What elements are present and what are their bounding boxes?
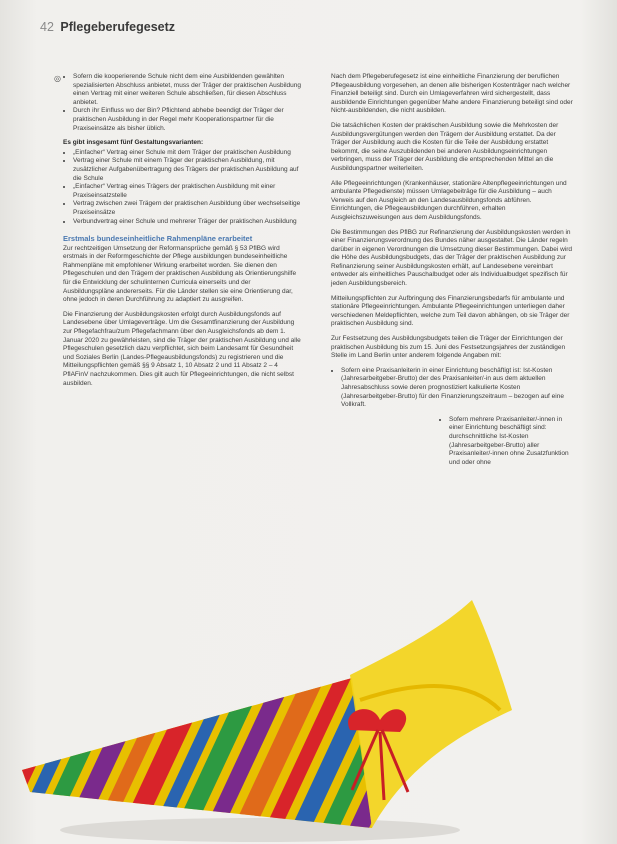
bullet-marker-icon: ◎: [54, 74, 61, 83]
paragraph: Zur Festsetzung des Ausbildungsbudgets teilen die Träger der Einrichtungen der praktischen Ausbildung bis zum 15. Juni des Festsetzungsjahres der zuständigen Stelle im Land Berlin unter anderem folgende Angaben mit:: [331, 335, 566, 360]
variants-heading: Es gibt insgesamt fünf Gestaltungsvarianten:: [63, 139, 204, 147]
schultuete-icon: [0, 560, 617, 844]
budget-bullet-list: [331, 367, 574, 410]
paragraph: Nach dem Pflegeberufegesetz ist eine einheitliche Finanzierung der beruflichen Pflegeausbildung vorgesehen, an denen alle bisherigen Kostenträger nach welcher Finanziell beteiligt sind. Durch ein Umlageverfahren wird sichergestellt, dass ausbildende Einrichtungen gegenüber Mahe andere Finanzierung beteiligt sind oder Nicht-ausbildenden, die nicht ausbilden.: [331, 73, 573, 115]
list-item: • „Einfacher“ Vertrag eines Trägers der praktischen Ausbildung mit einer Praxiseinsatzstelle: [73, 183, 303, 200]
paragraph: Die Finanzierung der Ausbildungskosten erfolgt durch Ausbildungsfonds auf Landesebene über Umlageverträge. Um die Gesamtfinanzierung der Ausbildung zur Pflegefachfrau/zum Pflegefachmann über den Ausgleichsfonds ab dem 1. Januar 2020 zu gewährleisten, sind die Träger der praktischen Ausbildung und alle Pflegeschulen gesetzlich dazu verpflichtet, sich beim Landesamt für Gesundheit und Soziales Berlin (Landes-Pflegeausbildungsfonds) zu registrieren und die Mitteilungspflichten gemäß §§ 9 Absatz 1, 10 Absatz 2 und 11 Absatz 2 – 4 PflAFinV nachzukommen. Dies gilt auch für Pflegeeinrichtungen, die nicht selbst ausbilden.: [63, 310, 301, 387]
page-header: [40, 20, 175, 34]
list-item: • Durch ihr Einfluss wo der Bin? Pflichtend abhebe beendigt der Träger der praktischen Ausbildung in der Regel mehr Kooperationspartner für die Praxiseinsätze als bisher üblich.: [73, 107, 303, 133]
paragraph: Alle Pflegeeinrichtungen (Krankenhäuser, stationäre Altenpflegeeinrichtungen und ambulante Pflegedienste) müssen Umlagebeiträge für die Ausbildung – auch Verweis auf den Ausgleich an den Landesausbildungsfonds abführen. Einrichtungen, die Pflegeausbildungen durchführen, erhalten Ausgleichszuweisungen aus dem Ausbildungsfonds.: [331, 179, 567, 221]
list-item: • Sofern die kooperierende Schule nicht dem eine Ausbildenden gewählten spezialisierten Abschluss anbietet, muss der Träger der praktischen Ausbildung einen Vertrag mit einer weiteren Schule abschließen, für diesen Abschluss anbietet.: [73, 73, 303, 107]
right-column: [331, 73, 574, 473]
paragraph: Die tatsächlichen Kosten der praktischen Ausbildung sowie die Mehrkosten der Ausbildungsvergütungen werden den Trägern der Ausbildung erstattet. Da der Träger der Ausbildung auch die Kosten für die Teile der Ausbildung erstattet bekommt, die seine Auszubildenden bei anderen Ausbildungseinrichtungen verbringen, muss der Träger der Ausbildung die entsprechenden Mittel an die Ausbildungspartner weiterleiten.: [331, 121, 559, 172]
paragraph: Die Bestimmungen des PflBG zur Refinanzierung der Ausbildungskosten werden in einer Finanzierungsverordnung des Bundes näher ausgestaltet. Die Länder regeln darüber in eigenen Verordnungen die Umsetzung dieser Bestimmungen. Dabei wird die Höhe des Ausbildungsbudgets, das der Träger der praktischen Ausbildung zur Refinanzierung seiner Ausbildungskosten erhält, auf Landesebene vereinbart entweder als einheitliches Pauschalbudget oder als Individualbudget spezifisch für jeden Ausbildungsbereich.: [331, 228, 573, 288]
section-paragraph: Zur rechtzeitigen Umsetzung der Reformansprüche gemäß § 53 PflBG wird erstmals in der Reformgeschichte der Pflege ausbildungen bundeseinheitliche Rahmenpläne mit empfohlener Wirkung erarbeitet worden. Sie dienen den Pflegeschulen und den Trägern der praktischen Ausbildung als Orientierungshilfe für die Entwicklung der schulinternen Curricula einerseits und der Ausbildungspläne andererseits. Für die Länder stellen sie eine Orientierung dar, ohne jedoch in deren Durchführung zu adaptiert zu ausgreifen.: [63, 244, 297, 304]
section-heading: Erstmals bundeseinheitliche Rahmenpläne erarbeitet: [63, 234, 253, 244]
page-number: 42: [40, 20, 54, 34]
list-item: • Vertrag zwischen zwei Trägern der praktischen Ausbildung über wechselseitige Praxiseinsätze: [73, 200, 303, 217]
list-item: • „Einfacher“ Vertrag einer Schule mit dem Träger der praktischen Ausbildung: [73, 149, 303, 158]
list-item: • Sofern eine Praxisanleiterin in einer Einrichtung beschäftigt ist: Ist-Kosten (Jahresarbeitgeber-Brutto) der des Praxisanleiter/-in aus dem aktuellen Jahresabschluss sowie deren prognostiziert kalkulierte Kosten (Jahresarbeitgeber-Brutto) für den Finanzierungszeitraum – bezogen auf eine Vollkraft.: [341, 367, 574, 410]
budget-bullet-list-2: [439, 416, 574, 468]
paragraph: Mitteilungspflichten zur Aufbringung des Finanzierungsbedarfs für ambulante und stationäre Pflegeeinrichtungen. Ambulante Pflegeeinrichtungen unterliegen daher verschiedenen Meldepflichten, welche zum Teil davon abhängen, ob sie Träger der praktischen Ausbildung sind.: [331, 294, 570, 328]
page-title: Pflegeberufegesetz: [60, 20, 176, 34]
variants-list: [63, 149, 303, 226]
list-item: • Verbundvertrag einer Schule und mehrerer Träger der praktischen Ausbildung: [73, 218, 303, 227]
top-bullet-list: [63, 73, 303, 133]
list-item: • Sofern mehrere Praxisanleiter/-innen in einer Einrichtung beschäftigt sind: durchschnittliche Ist-Kosten (Jahresarbeitgeber-Brutto) aller Praxisanleiter/-innen ohne Zusatzfunktion und oder ohne: [449, 416, 574, 468]
list-item: • Vertrag einer Schule mit einem Träger der praktischen Ausbildung, mit zusätzlicher Aufgabenübertragung des Trägers der praktischen Ausbildung auf die Schule: [73, 157, 303, 183]
left-column: [63, 73, 303, 394]
